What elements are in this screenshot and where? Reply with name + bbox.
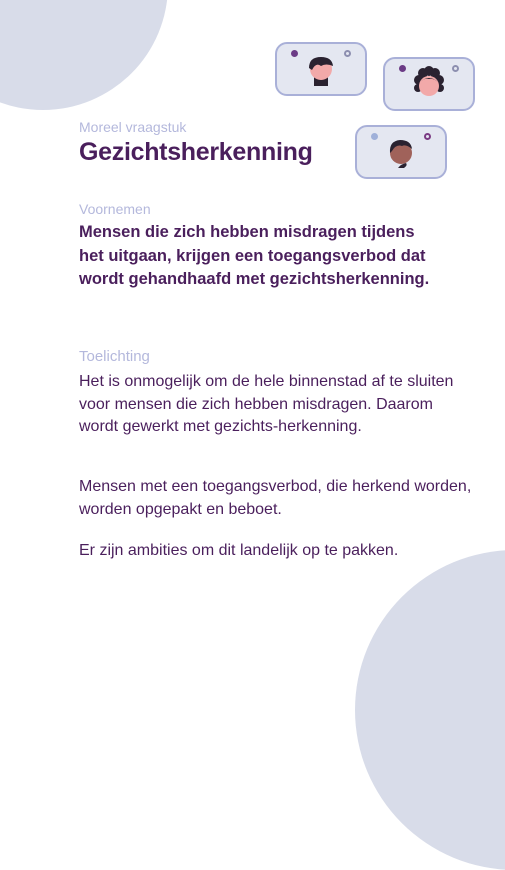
status-ring-icon (452, 65, 459, 72)
toelichting-paragraph-2: Mensen met een toegangsverbod, die herkend worden, worden opgepakt en beboet. (79, 478, 472, 518)
face-card-3 (355, 125, 447, 179)
short-dark-hair-person-icon (304, 52, 338, 86)
voornemen-label: Voornemen (79, 201, 151, 217)
check-dot-icon (291, 50, 298, 57)
curly-hair-person-icon (411, 66, 447, 102)
decorative-circle-bottom-right (355, 550, 505, 870)
face-card-2 (383, 57, 475, 111)
subtitle: Moreel vraagstuk (79, 119, 187, 135)
face-card-1 (275, 42, 367, 96)
check-dot-icon (399, 65, 406, 72)
toelichting-paragraph-1: Het is onmogelijk om de hele binnenstad af te sluiten voor mensen die zich hebben misdragen. Daarom wordt gewerkt met gezichts-herkenning. (79, 373, 454, 435)
status-ring-icon (344, 50, 351, 57)
voornemen-text: Mensen die zich hebben misdragen tijdens het uitgaan, krijgen een toegangsverbod dat wordt gehandhaafd met gezichtsherkenning. (79, 223, 430, 288)
toelichting-paragraph-3: Er zijn ambities om dit landelijk op te pakken. (79, 542, 399, 559)
toelichting-label: Toelichting (79, 348, 150, 365)
decorative-circle-top-left (0, 0, 168, 110)
check-dot-icon (371, 133, 378, 140)
dark-skin-person-icon (384, 135, 418, 169)
page-title: Gezichtsherkenning (79, 138, 313, 166)
status-ring-icon (424, 133, 431, 140)
